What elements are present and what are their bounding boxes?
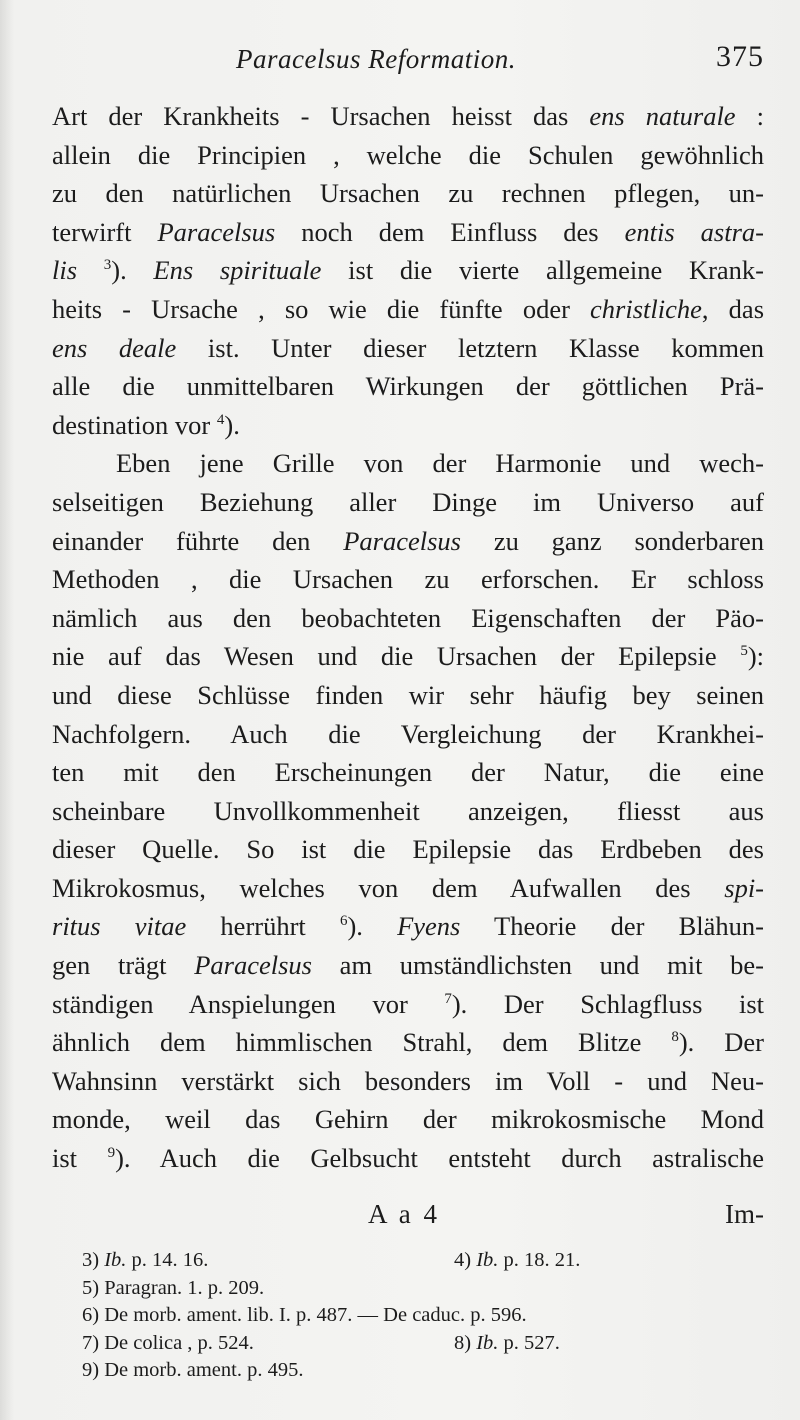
footnote-9: 9) De morb. ament. p. 495. [82,1359,304,1381]
text-line: Mikrokosmus, welches von dem Aufwallen des spi- [52,872,764,903]
paragraph-start-line: Eben jene Grille von der Harmonie und wech- [116,448,764,479]
text-line: nämlich aus den beobachteten Eigenschaften der Päo- [52,602,764,633]
text-line: scheinbare Unvollkommenheit anzeigen, fliesst aus [52,795,764,826]
text-line: terwirft Paracelsus noch dem Einfluss des entis astra- [52,216,764,247]
text-line: und diese Schlüsse finden wir sehr häufig bey seinen [52,679,764,710]
text-line: zu den natürlichen Ursachen zu rechnen pflegen, un- [52,178,764,209]
text-line: ständigen Anspielungen vor $^7$). Der Schlagfluss ist [52,988,764,1019]
text-line: lis $^3$). Ens spirituale ist die vierte allgemeine Krank- [52,255,764,286]
footnote-row [82,1302,762,1330]
text-line: einander führte den Paracelsus zu ganz sonderbaren [52,525,764,556]
text-line: ist $^9$). Auch die Gelbsucht entsteht durch astralische [52,1143,764,1174]
text-line: allein die Principien , welche die Schulen gewöhnlich [52,139,764,170]
text-line: destination vor $^4$). [52,409,240,440]
footnote-row [82,1357,762,1385]
body-text [52,97,764,1178]
footnote-8: 8) Ib. p. 527. [454,1331,560,1354]
catchword: Im- [725,1199,764,1229]
text-line: Methoden , die Ursachen zu erforschen. Er schloss [52,564,764,595]
text-line: monde, weil das Gehirn der mikrokosmische Mond [52,1104,764,1135]
text-line: Wahnsinn verstärkt sich besonders im Voll - und Neu- [52,1065,764,1096]
text-line: Nachfolgern. Auch die Vergleichung der Krankhei- [52,718,764,749]
text-line: dieser Quelle. So ist die Epilepsie das Erdbeben des [52,834,764,865]
text-line: Art der Krankheits - Ursachen heisst das ens naturale : [52,101,764,131]
page-number: 375 [716,40,764,73]
text-line: alle die unmittelbaren Wirkungen der göttlichen Prä- [52,371,764,402]
text-line: heits - Ursache , so wie die fünfte oder christliche, das [52,293,765,324]
footnote-7: 7) De colica , p. 524. [82,1331,254,1354]
page-footer [52,1194,764,1234]
text-line: ähnlich dem himmlischen Strahl, dem Blitze $^8$). Der [52,1027,764,1058]
text-line: gen trägt Paracelsus am umständlichsten und mit be- [52,950,764,981]
signature-mark: A a 4 [368,1199,440,1229]
footnote-5: 5) Paragran. 1. p. 209. [82,1276,265,1299]
text-line: ritus vitae herrührt $^6$). Fyens Theorie der Blähun- [52,911,764,942]
footnote-row [82,1330,762,1358]
text-line: nie auf das Wesen und die Ursachen der Epilepsie $^5$): [52,641,764,672]
footnote-4: 4) Ib. p. 18. 21. [454,1249,581,1271]
footnote-row [82,1275,762,1303]
footnote-3: 3) Ib. p. 14. 16. [82,1249,209,1271]
footnotes [82,1247,762,1385]
text-line: selseitigen Beziehung aller Dinge im Universo auf [52,486,764,517]
page-header [52,40,764,80]
footnote-row [82,1247,762,1275]
text-line: ten mit den Erscheinungen der Natur, die eine [52,757,764,788]
text-line: ens deale ist. Unter dieser letztern Klasse kommen [52,332,764,363]
running-title: Paracelsus Reformation. [236,44,516,74]
footnote-6: 6) De morb. ament. lib. I. p. 487. — De caduc. p. 596. [82,1304,527,1326]
